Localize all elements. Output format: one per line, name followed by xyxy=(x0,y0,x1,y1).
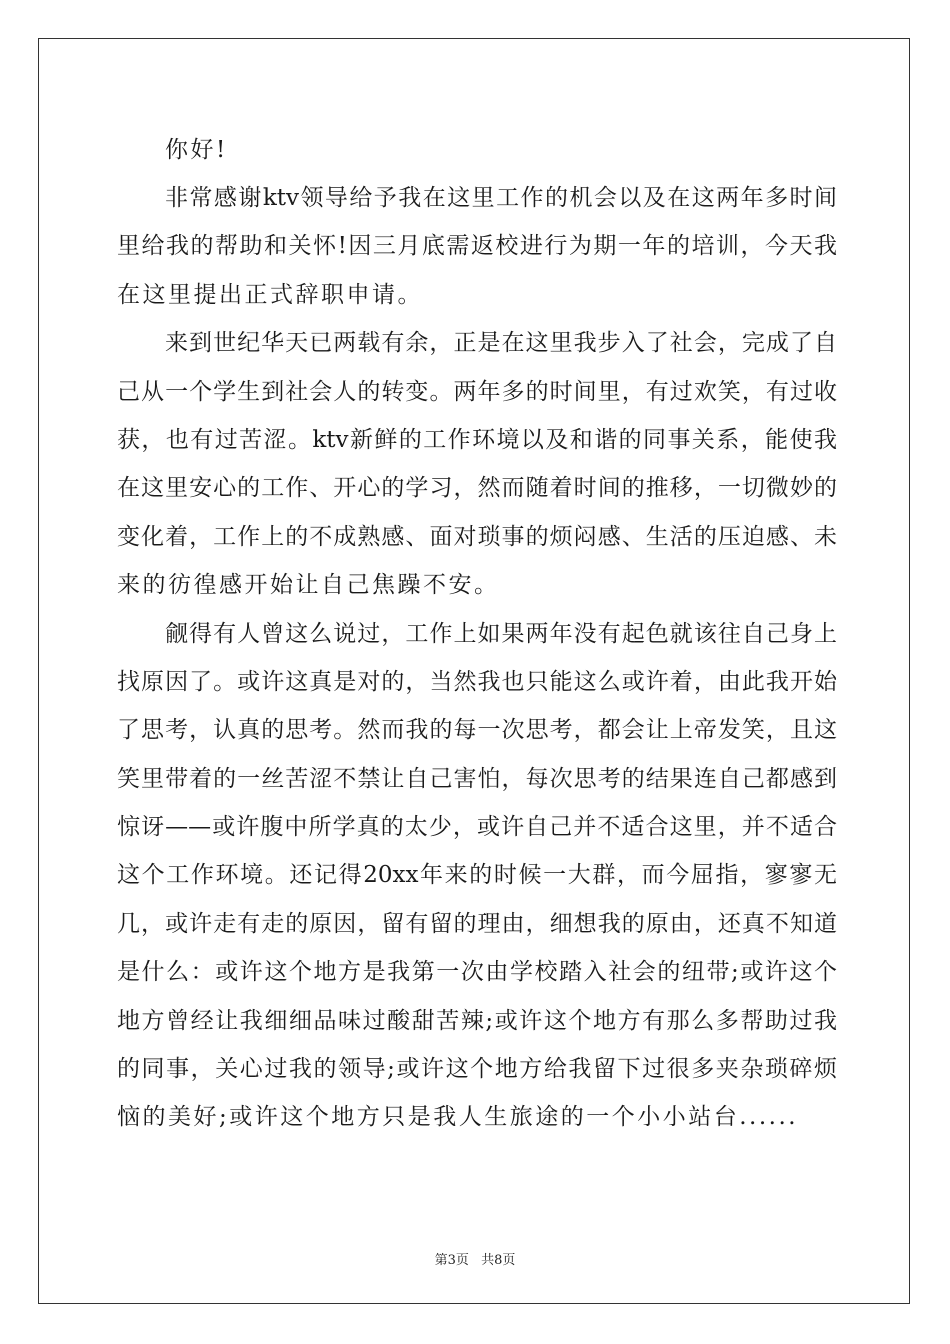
paragraph-line: 是什么：或许这个地方是我第一次由学校踏入社会的纽带;或许这个 xyxy=(117,959,837,986)
paragraph-line: 恼的美好;或许这个地方只是我人生旅途的一个小小站台...... xyxy=(117,1104,799,1131)
page-footer xyxy=(0,1249,950,1268)
paragraph-line: 里给我的帮助和关怀!因三月底需返校进行为期一年的培训，今天我 xyxy=(117,233,837,260)
paragraph-line: 几，或许走有走的原因，留有留的理由，细想我的原由，还真不知道 xyxy=(117,910,837,937)
paragraph-1 xyxy=(117,174,837,319)
page-total: 共8页 xyxy=(481,1253,516,1268)
paragraph-line: 的同事，关心过我的领导;或许这个地方给我留下过很多夹杂琐碎烦 xyxy=(117,1056,837,1083)
paragraph-line: 变化着，工作上的不成熟感、面对琐事的烦闷感、生活的压迫感、未 xyxy=(117,523,837,550)
paragraph-line: 觎得有人曾这么说过，工作上如果两年没有起色就该往自己身上 xyxy=(165,620,837,647)
paragraph-line: 获，也有过苦涩。ktv新鲜的工作环境以及和谐的同事关系，能使我 xyxy=(117,426,837,453)
paragraph-line: 来到世纪华天已两载有余，正是在这里我步入了社会，完成了自 xyxy=(165,330,837,357)
paragraph-2 xyxy=(117,319,837,609)
paragraph-3 xyxy=(117,610,837,1142)
paragraph-line: 惊讶——或许腹中所学真的太少，或许自己并不适合这里，并不适合 xyxy=(117,814,837,841)
page-number: 第3页 xyxy=(434,1253,469,1268)
paragraph-line: 地方曾经让我细细品味过酸甜苦辣;或许这个地方有那么多帮助过我 xyxy=(117,1007,837,1034)
paragraph-line: 来的彷徨感开始让自己焦躁不安。 xyxy=(117,572,500,599)
paragraph-line: 己从一个学生到社会人的转变。两年多的时间里，有过欢笑，有过收 xyxy=(117,378,837,405)
paragraph-line: 在这里安心的工作、开心的学习，然而随着时间的推移，一切微妙的 xyxy=(117,475,837,502)
greeting: 你好! xyxy=(165,137,228,163)
paragraph-line: 这个工作环境。还记得20xx年来的时候一大群，而今屈指，寥寥无 xyxy=(117,862,837,889)
paragraph-line: 在这里提出正式辞职申请。 xyxy=(117,281,423,308)
paragraph-line: 非常感谢ktv领导给予我在这里工作的机会以及在这两年多时间 xyxy=(165,185,837,211)
paragraph-line: 笑里带着的一丝苦涩不禁让自己害怕，每次思考的结果连自己都感到 xyxy=(117,765,837,792)
letter-body xyxy=(117,126,837,1142)
paragraph-line: 找原因了。或许这真是对的，当然我也只能这么或许着，由此我开始 xyxy=(117,668,837,695)
paragraph-line: 了思考，认真的思考。然而我的每一次思考，都会让上帝发笑，且这 xyxy=(117,717,837,744)
